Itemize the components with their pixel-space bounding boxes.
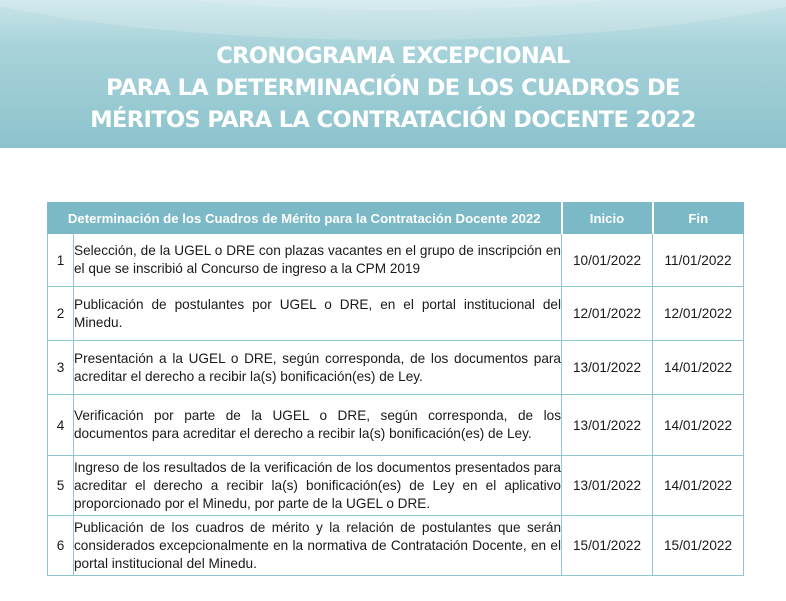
row-number: 3 (48, 341, 74, 395)
row-number: 5 (48, 456, 74, 516)
banner-decoration (0, 0, 786, 40)
title-line: CRONOGRAMA EXCEPCIONAL (216, 43, 570, 69)
row-number: 1 (48, 234, 74, 287)
row-end-date: 14/01/2022 (653, 395, 744, 456)
row-start-date: 13/01/2022 (562, 395, 653, 456)
table-row (48, 516, 744, 576)
row-end-date: 15/01/2022 (653, 516, 744, 576)
table-row (48, 395, 744, 456)
table-header-row (48, 203, 744, 234)
row-description: Verificación por parte de la UGEL o DRE, según corresponda, de los documentos para acreditar el derecho a recibir la(s) bonificación(es) de Ley. (74, 395, 562, 456)
row-description: Selección, de la UGEL o DRE con plazas vacantes en el grupo de inscripción en el que se inscribió al Concurso de ingreso a la CPM 2019 (74, 234, 562, 287)
row-description: Ingreso de los resultados de la verificación de los documentos presentados para acreditar el derecho a recibir la(s) bonificación(es) de Ley en el aplicativo proporcionado por el Minedu, por parte de la UGEL o DRE. (74, 456, 562, 516)
row-end-date: 11/01/2022 (653, 234, 744, 287)
row-description: Publicación de los cuadros de mérito y la relación de postulantes que serán considerados excepcionalmente en la normativa de Contratación Docente, en el portal institucional del Minedu. (74, 516, 562, 576)
row-end-date: 14/01/2022 (653, 456, 744, 516)
row-start-date: 13/01/2022 (562, 341, 653, 395)
table-row (48, 234, 744, 287)
row-description: Presentación a la UGEL o DRE, según corresponda, de los documentos para acreditar el derecho a recibir la(s) bonificación(es) de Ley. (74, 341, 562, 395)
row-end-date: 12/01/2022 (653, 287, 744, 341)
row-start-date: 10/01/2022 (562, 234, 653, 287)
page-title (0, 40, 786, 136)
row-start-date: 15/01/2022 (562, 516, 653, 576)
row-description: Publicación de postulantes por UGEL o DRE, en el portal institucional del Minedu. (74, 287, 562, 341)
row-number: 4 (48, 395, 74, 456)
row-number: 2 (48, 287, 74, 341)
row-end-date: 14/01/2022 (653, 341, 744, 395)
row-start-date: 13/01/2022 (562, 456, 653, 516)
start-column-header: Inicio (562, 203, 653, 234)
title-line: MÉRITOS PARA LA CONTRATACIÓN DOCENTE 2022 (90, 107, 696, 133)
table-row (48, 287, 744, 341)
row-start-date: 12/01/2022 (562, 287, 653, 341)
row-number: 6 (48, 516, 74, 576)
end-column-header: Fin (653, 203, 744, 234)
title-line: PARA LA DETERMINACIÓN DE LOS CUADROS DE (106, 75, 680, 101)
table-row (48, 341, 744, 395)
schedule-table (47, 202, 744, 576)
activity-column-header: Determinación de los Cuadros de Mérito para la Contratación Docente 2022 (48, 203, 562, 234)
table-row (48, 456, 744, 516)
header-banner (0, 0, 786, 148)
